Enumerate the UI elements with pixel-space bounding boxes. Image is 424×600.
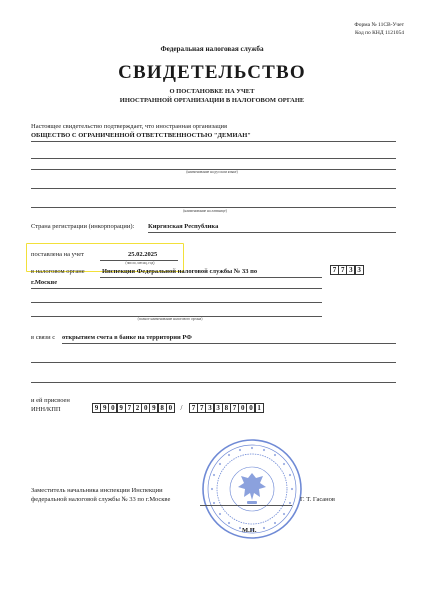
- reason-line-3: [31, 382, 396, 383]
- inn-digit: 0: [108, 403, 117, 413]
- authority-name-line2: г.Москве: [31, 279, 58, 286]
- kpp-digit: 7: [230, 403, 239, 413]
- kpp-digit: 0: [246, 403, 255, 413]
- inn-digit: 7: [125, 403, 134, 413]
- caption-latin-name: (наименование на латинице): [183, 209, 227, 213]
- reason-line: [62, 343, 396, 344]
- signatory-position-line2: федеральной налоговой службы № 33 по г.Москве: [31, 496, 171, 503]
- signatory-position-line1: Заместитель начальника инспекции Инспекции: [31, 487, 163, 494]
- authority-code-cells: [330, 265, 363, 275]
- kpp-digit: 0: [238, 403, 247, 413]
- inn-digit: 9: [149, 403, 158, 413]
- authority-code-digit: 3: [355, 265, 364, 275]
- kpp-digit: 7: [197, 403, 206, 413]
- authority-line-2: [31, 288, 322, 289]
- inn-digit: 2: [133, 403, 142, 413]
- kpp-digit: 3: [205, 403, 214, 413]
- organisation-name: ОБЩЕСТВО С ОГРАНИЧЕННОЙ ОТВЕТСТВЕННОСТЬЮ "ДЕМИАН": [31, 132, 251, 139]
- date-caption: (число, месяц, год): [125, 261, 155, 265]
- signatory-name: Г. Т. Гасанов: [300, 496, 335, 503]
- kpp-digit: 8: [222, 403, 231, 413]
- inn-kpp-cells: [92, 403, 263, 413]
- agency-name: Федеральная налоговая служба: [160, 45, 264, 53]
- signature-line: [200, 505, 292, 506]
- org-name-line: [31, 141, 396, 142]
- form-number: Форма № 11СВ-Учет: [354, 22, 404, 28]
- intro-text: Настоящее свидетельство подтверждает, что иностранная организация: [31, 123, 228, 130]
- reason-label: в связи с: [31, 334, 56, 341]
- authority-name-line1: Инспекция Федеральной налоговой службы № 33 по: [102, 268, 258, 275]
- inn-digit: 9: [100, 403, 109, 413]
- document-title: СВИДЕТЕЛЬСТВО: [118, 62, 306, 83]
- inn-digit: 0: [166, 403, 175, 413]
- authority-line-3: [31, 302, 322, 303]
- country-value: Киргизская Республика: [148, 223, 219, 230]
- stamp-label: М.П.: [242, 527, 257, 534]
- authority-code-digit: 7: [330, 265, 339, 275]
- kpp-digit: 7: [189, 403, 198, 413]
- registration-date: 25.02.2025: [128, 251, 158, 258]
- latin-name-line-2: [31, 207, 396, 208]
- authority-code-digit: 3: [346, 265, 355, 275]
- authority-label: в налоговом органе: [31, 268, 85, 275]
- authority-caption: (полное наименование налогового органа): [137, 317, 203, 321]
- official-stamp-icon: [200, 437, 304, 541]
- subtitle-2: ИНОСТРАННОЙ ОРГАНИЗАЦИИ В НАЛОГОВОМ ОРГАНЕ: [119, 97, 305, 104]
- authority-code-digit: 7: [338, 265, 347, 275]
- inn-digit: 0: [141, 403, 150, 413]
- registered-label: поставлена на учет: [31, 251, 84, 258]
- knd-code: Код по КНД 1121054: [354, 30, 404, 36]
- latin-name-line: [31, 188, 396, 189]
- assigned-label: и ей присвоен: [31, 397, 70, 404]
- inn-digit: 8: [158, 403, 167, 413]
- inn-kpp-label: ИНН/КПП: [31, 406, 61, 413]
- inn-digit: 9: [92, 403, 101, 413]
- inn-kpp-separator: /: [180, 404, 183, 412]
- subtitle-1: О ПОСТАНОВКЕ НА УЧЕТ: [169, 88, 255, 95]
- country-label: Страна регистрации (инкорпорации):: [31, 223, 135, 230]
- kpp-digit: 3: [214, 403, 223, 413]
- org-name-line-2: [31, 158, 396, 159]
- kpp-digit: 1: [255, 403, 264, 413]
- country-line: [148, 232, 396, 233]
- reason-value: открытием счета в банке на территории РФ: [62, 334, 192, 341]
- inn-digit: 9: [117, 403, 126, 413]
- caption-russian-name: (наименование на русском языке): [186, 170, 238, 174]
- reason-line-2: [31, 362, 396, 363]
- authority-line-1: [100, 277, 322, 278]
